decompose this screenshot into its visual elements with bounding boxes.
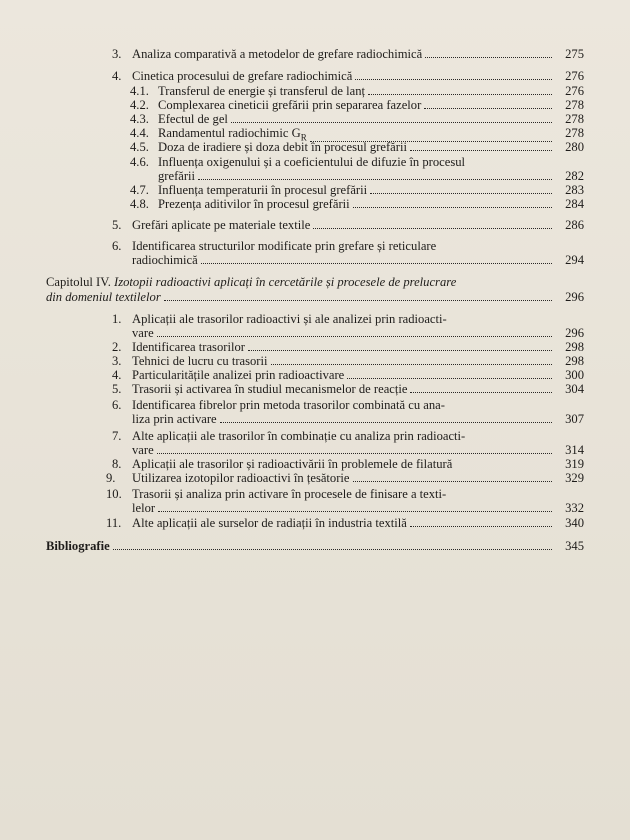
entry-number: 4. — [112, 368, 122, 382]
toc-entry-4-1[interactable] — [130, 84, 555, 98]
entry-title: Aplicații ale trasorilor și radioactivării în problemele de filatură — [132, 457, 453, 471]
page-number: 340 — [565, 516, 584, 530]
entry-number: 2. — [112, 340, 122, 354]
chapter-entry-2[interactable] — [112, 340, 555, 354]
entry-number: 10. — [106, 487, 122, 501]
entry-title: Identificarea structurilor modificate prin grefare și reticulare — [132, 239, 437, 253]
entry-title-cont: liza prin activare — [132, 412, 217, 426]
entry-title-text: Randamentul radiochimic G — [158, 126, 301, 140]
chapter-heading-cont — [46, 290, 555, 304]
chapter-entry-10-cont — [132, 501, 555, 515]
toc-entry-4-5[interactable] — [130, 140, 555, 154]
leader-dots — [113, 548, 552, 550]
entry-title-cont: lelor — [132, 501, 156, 515]
entry-number: 8. — [112, 457, 122, 471]
entry-title: Identificarea trasorilor — [132, 340, 245, 354]
entry-title: Particularitățile analizei prin radioactivare — [132, 368, 345, 382]
entry-number: 1. — [112, 312, 122, 326]
entry-number: 4.6. — [130, 155, 149, 169]
chapter-entry-10[interactable] — [106, 487, 446, 501]
bibliography-entry[interactable] — [46, 539, 555, 553]
page-number: 278 — [565, 112, 584, 126]
entry-number: 4.5. — [130, 140, 149, 154]
page-number: 283 — [565, 183, 584, 197]
entry-number: 3. — [112, 354, 122, 368]
leader-dots — [425, 56, 552, 58]
entry-number: 5. — [112, 382, 122, 396]
entry-number: 6. — [112, 239, 122, 253]
chapter-entry-11[interactable] — [106, 516, 555, 530]
leader-dots — [157, 452, 552, 454]
page-number: 296 — [565, 290, 584, 304]
page-number: 300 — [565, 368, 584, 382]
toc-entry-6[interactable] — [112, 239, 436, 253]
page-number: 314 — [565, 443, 584, 457]
toc-entry-3[interactable] — [112, 47, 555, 61]
entry-title: Identificarea fibrelor prin metoda trasorilor combinată cu ana- — [132, 398, 445, 412]
leader-dots — [201, 262, 552, 264]
entry-title: Aplicații ale trasorilor radioactivi și ale analizei prin radioacti- — [132, 312, 447, 326]
chapter-entry-9[interactable] — [106, 471, 555, 485]
chapter-entry-1[interactable] — [112, 312, 447, 326]
chapter-entry-3[interactable] — [112, 354, 555, 368]
page-number: 307 — [565, 412, 584, 426]
chapter-entry-5[interactable] — [112, 382, 555, 396]
entry-number: 4.7. — [130, 183, 149, 197]
entry-title: Transferul de energie și transferul de lanț — [158, 84, 366, 98]
toc-entry-6-cont — [132, 253, 555, 267]
chapter-entry-6-cont — [132, 412, 555, 426]
entry-title: Prezența aditivilor în procesul grefării — [158, 197, 350, 211]
entry-number: 3. — [112, 47, 122, 61]
page-number: 298 — [565, 340, 584, 354]
entry-number: 4.1. — [130, 84, 149, 98]
page-number: 275 — [565, 47, 584, 61]
leader-dots — [220, 421, 552, 423]
leader-dots — [347, 377, 552, 379]
toc-entry-4-7[interactable] — [130, 183, 555, 197]
toc-entry-4-3[interactable] — [130, 112, 555, 126]
leader-dots — [355, 78, 552, 80]
page-number: 278 — [565, 126, 584, 140]
leader-dots — [248, 349, 552, 351]
page-number: 296 — [565, 326, 584, 340]
leader-dots — [410, 391, 552, 393]
toc-entry-4-8[interactable] — [130, 197, 555, 211]
page-number: 282 — [565, 169, 584, 183]
entry-title: Trasorii și activarea în studiul mecanismelor de reacție — [132, 382, 408, 396]
bibliography-label: Bibliografie — [46, 539, 110, 553]
entry-title: Alte aplicații ale trasorilor în combinație cu analiza prin radioacti- — [132, 429, 466, 443]
chapter-entry-8[interactable] — [112, 457, 555, 471]
leader-dots — [410, 525, 552, 527]
entry-title: Tehnici de lucru cu trasorii — [132, 354, 268, 368]
page-number: 319 — [565, 457, 584, 471]
leader-dots — [313, 227, 552, 229]
chapter-label: Capitolul IV. — [46, 275, 111, 289]
entry-title: Grefări aplicate pe materiale textile — [132, 218, 311, 232]
leader-dots — [353, 206, 552, 208]
entry-number: 7. — [112, 429, 122, 443]
page-number: 278 — [565, 98, 584, 112]
leader-dots — [424, 107, 552, 109]
entry-number: 4.4. — [130, 126, 149, 140]
page-number: 294 — [565, 253, 584, 267]
leader-dots — [368, 93, 552, 95]
page-number: 304 — [565, 382, 584, 396]
chapter-title-cont: din domeniul textilelor — [46, 290, 161, 304]
page-number: 345 — [565, 539, 584, 553]
entry-title: Complexarea cineticii grefării prin separarea fazelor — [158, 98, 422, 112]
entry-number: 4.8. — [130, 197, 149, 211]
chapter-entry-4[interactable] — [112, 368, 555, 382]
page-number: 298 — [565, 354, 584, 368]
leader-dots — [370, 192, 552, 194]
chapter-title: Izotopii radioactivi aplicați în cercetările și procesele de prelucrare — [114, 275, 457, 289]
leader-dots — [157, 335, 552, 337]
entry-title: Influența oxigenului și a coeficientului de difuzie în procesul — [158, 155, 466, 169]
entry-title: Alte aplicații ale surselor de radiații în industria textilă — [132, 516, 407, 530]
page-number: 280 — [565, 140, 584, 154]
entry-title-cont: radiochimică — [132, 253, 198, 267]
toc-entry-4-6-cont — [158, 169, 555, 183]
entry-title-cont: vare — [132, 326, 154, 340]
entry-number: 4.2. — [130, 98, 149, 112]
entry-number: 6. — [112, 398, 122, 412]
entry-title: Efectul de gel — [158, 112, 228, 126]
leader-dots — [231, 121, 552, 123]
entry-number: 5. — [112, 218, 122, 232]
chapter-entry-7-cont — [132, 443, 555, 457]
page-number: 329 — [565, 471, 584, 485]
toc-entry-4-2[interactable] — [130, 98, 555, 112]
chapter-entry-1-cont — [132, 326, 555, 340]
leader-dots — [410, 149, 552, 151]
leader-dots — [271, 363, 553, 365]
page-number: 284 — [565, 197, 584, 211]
entry-number: 4.3. — [130, 112, 149, 126]
entry-title: Influența temperaturii în procesul grefării — [158, 183, 368, 197]
subscript: R — [300, 132, 307, 143]
leader-dots — [158, 510, 552, 512]
entry-title: Utilizarea izotopilor radioactivi în țesătorie — [132, 471, 350, 485]
toc-entry-4[interactable] — [112, 69, 555, 83]
page-number: 276 — [565, 84, 584, 98]
entry-title: Trasorii și analiza prin activare în procesele de finisare a texti- — [132, 487, 447, 501]
entry-number: 4. — [112, 69, 122, 83]
toc-entry-5[interactable] — [112, 218, 555, 232]
chapter-entry-7[interactable] — [112, 429, 465, 443]
entry-number: 9. — [106, 471, 116, 485]
entry-title-cont: vare — [132, 443, 154, 457]
page-number: 276 — [565, 69, 584, 83]
entry-title: Analiza comparativă a metodelor de grefare radiochimică — [132, 47, 423, 61]
leader-dots — [198, 178, 552, 180]
entry-title: Doza de iradiere și doza debit în procesul grefării — [158, 140, 407, 154]
chapter-entry-6[interactable] — [112, 398, 445, 412]
entry-number: 11. — [106, 516, 122, 530]
entry-title-cont: grefării — [158, 169, 196, 183]
leader-dots — [353, 480, 552, 482]
page-number: 286 — [565, 218, 584, 232]
toc-entry-4-6[interactable] — [130, 155, 465, 169]
chapter-heading[interactable] — [46, 275, 456, 289]
entry-title: Cinetica procesului de grefare radiochimică — [132, 69, 353, 83]
leader-dots — [164, 299, 552, 301]
page-number: 332 — [565, 501, 584, 515]
